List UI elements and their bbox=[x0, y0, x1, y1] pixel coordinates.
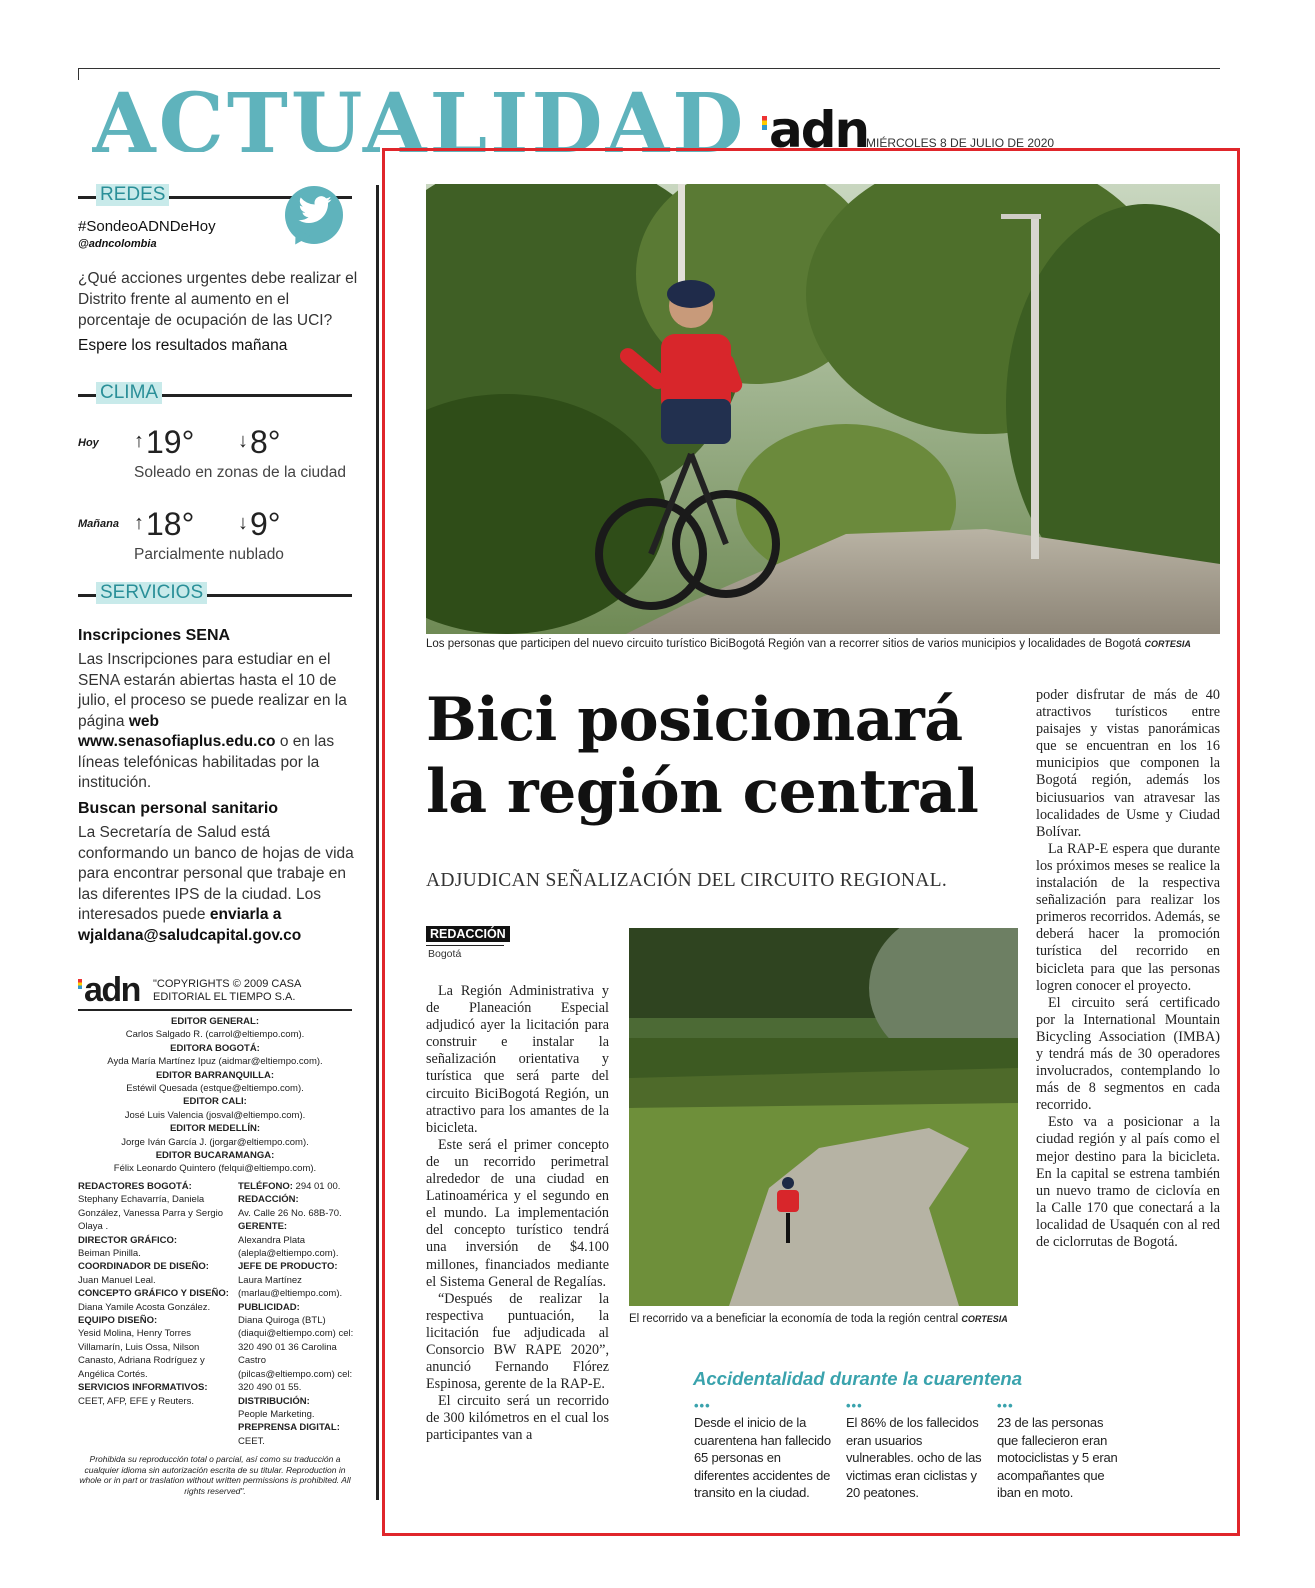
fact-item: ••• El 86% de los fallecidos eran usuarios vulnerables. ocho de las victimas eran ciclistas y 20 peatones. bbox=[846, 1398, 982, 1500]
weather-day-today: Hoy bbox=[78, 437, 99, 449]
factbox-title: Accidentalidad durante la cuarentena bbox=[693, 1368, 1022, 1389]
service-title: Inscripciones SENA bbox=[78, 627, 231, 644]
top-rule-tick bbox=[78, 68, 79, 80]
article-column-3: poder disfrutar de más de 40 atractivos turísticos entre paisajes y vistas panorámicas que se encuentran en los 16 municipios que componen la Bogotá región, además los biciusuarios van atravesar las localidades de Usme y Ciudad Bolívar. La RAP-E espera que durante los próximos meses se realice la instalación de la respectiva señalización para realizar los primeros recorridos. Además, se deberá hacer la promoción turística del recorrido en bicicleta para que las personas logren conocer el proyecto. El circuito será certificado por la International Mountain Bicycling Association (IMBA) y tendrá más de 30 operadores involucrados, contemplando lo más de 8 segmentos en cada recorrido. Esto va a posicionar a la ciudad región y al país como el mejor destino para la bicicleta. En la capital se estrena también un nuevo tramo de ciclovía en la Calle 170 que conectará a la localidad de Usaquén con al red de ciclorrutas de Bogotá. bbox=[1036, 687, 1220, 1250]
photo-caption: Los personas que participen del nuevo circuito turístico BiciBogotá Región van a recorrer sitios de varios municipios y localidades de Bogotá CORTESIA bbox=[426, 638, 1191, 650]
temp-low-tomorrow: ↓9° bbox=[238, 506, 281, 542]
photo-caption: El recorrido va a beneficiar la economía de toda la región central CORTESIA bbox=[629, 1313, 1008, 1325]
article-column-1: La Región Administrativa y de Planeación Especial adjudicó ayer la licitación para construir e instalar la señalización orientativa y turística que será parte del circuito BiciBogotá Región, un atractivo para los amantes de la bicicleta. Este será el primer concepto de un recorrido perimetral alrededor de una ciudad en Latinoamérica y el segundo en el mundo. La implementación del concepto turístico tendrá una inversión de $4.100 millones, financiados mediante el Sistema General de Regalías. “Después de realizar la respectiva puntuación, la licitación fue adjudicada al Consorcio BW RAPE 2020”, anunció Fernando Flórez Espinosa, gerente de la RAP-E. El circuito será un recorrido de 300 kilómetros en el cual los participantes van a bbox=[426, 983, 609, 1444]
headline: Bici posicionará la región central bbox=[426, 685, 979, 827]
twitter-bird-icon bbox=[297, 195, 333, 232]
poll-question: ¿Qué acciones urgentes debe realizar el Distrito frente al aumento en el porcentaje de ocupación de las UCI? bbox=[78, 270, 358, 329]
weather-day-tomorrow: Mañana bbox=[78, 518, 119, 530]
twitter-handle: @adncolombia bbox=[78, 238, 157, 250]
dateline-place: Bogotá bbox=[428, 948, 462, 960]
subheadline: ADJUDICAN SEÑALIZACIÓN DEL CIRCUITO REGIONAL. bbox=[426, 870, 948, 891]
top-rule bbox=[78, 68, 1220, 69]
column-rule bbox=[376, 185, 379, 1500]
poll-result-note: Espere los resultados mañana bbox=[78, 337, 288, 354]
temp-high-tomorrow: ↑18° bbox=[134, 506, 195, 542]
imprint-rule bbox=[78, 1009, 352, 1011]
fact-item: ••• 23 de las personas que fallecieron eran motociclistas y 5 eran acompañantes que iban en moto. bbox=[997, 1398, 1118, 1500]
legal-notice: Prohibida su reproducción total o parcial, así como su traducción a cualquier idioma sin autorización escrita de su titular. Reproduction in whole or in part or traslation without written permissions is prohibited. All rights reserved". bbox=[79, 1454, 351, 1496]
redes-header: REDES bbox=[78, 186, 352, 208]
byline-rule bbox=[426, 945, 504, 946]
credits-centered: EDITOR GENERAL: Carlos Salgado R. (carrol@eltiempo.com). EDITORA BOGOTÁ: Ayda María Martínez Ipuz (aidmar@eltiempo.com). EDITOR BARRANQUILLA: Estéwil Quesada (estque@eltiempo.com). EDITOR CALI: José Luis Valencia (josval@eltiempo.com). EDITOR MEDELLÍN: Jorge Iván García J. (jorgar@eltiempo.com). EDITOR BUCARAMANGA: Félix Leonardo Quintero (felqui@eltiempo.com). bbox=[107, 1016, 323, 1175]
temp-low-today: ↓8° bbox=[238, 424, 281, 460]
section-title: ACTUALIDAD bbox=[92, 76, 747, 152]
weather-desc-tomorrow: Parcialmente nublado bbox=[134, 546, 284, 563]
byline: REDACCIÓN bbox=[426, 926, 510, 942]
service-text: La Secretaría de Salud está conformando un banco de hojas de vida para encontrar personal que trabaje en las diferentes IPS de la ciudad. Los interesados puede enviarla a wjaldana@saludcapital.gov.co bbox=[78, 824, 354, 944]
cyclist-photo bbox=[426, 184, 1220, 634]
service-text: Las Inscripciones para estudiar en el SENA estarán abiertas hasta el 10 de julio, el proceso se puede realizar en la página web www.senasofiaplus.edu.co o en las líneas telefónicas habilitadas por la institución. bbox=[78, 651, 347, 791]
adn-logo-small: adn bbox=[78, 975, 140, 1005]
temp-high-today: ↑19° bbox=[134, 424, 195, 460]
service-title: Buscan personal sanitario bbox=[78, 800, 279, 817]
trail-photo bbox=[629, 928, 1018, 1306]
copyright: "COPYRIGHTS © 2009 CASA EDITORIAL EL TIEMPO S.A. bbox=[153, 978, 301, 1003]
adn-logo: adn bbox=[762, 108, 868, 150]
clima-header: CLIMA bbox=[78, 384, 352, 406]
fact-item: ••• Desde el inicio de la cuarentena han fallecido 65 personas en diferentes accidentes de transito en la ciudad. bbox=[694, 1398, 831, 1500]
hashtag: #SondeoADNDeHoy bbox=[78, 218, 216, 235]
weather-desc-today: Soleado en zonas de la ciudad bbox=[134, 464, 346, 481]
servicios-header: SERVICIOS bbox=[78, 584, 352, 606]
issue-date: MIÉRCOLES 8 DE JULIO DE 2020 bbox=[866, 136, 1055, 150]
